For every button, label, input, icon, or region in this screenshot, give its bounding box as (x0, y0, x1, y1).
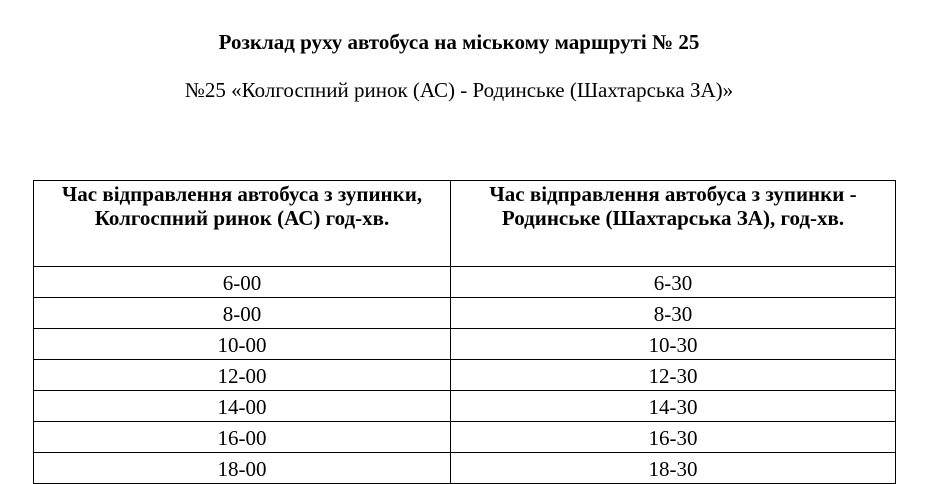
departure-time-cell: 16-00 (34, 422, 451, 453)
departure-time-cell: 14-00 (34, 391, 451, 422)
schedule-table (33, 180, 896, 484)
return-time-cell: 10-30 (451, 329, 896, 360)
route-subtitle: №25 «Колгоспний ринок (АС) - Родинське (Шахтарська ЗА)» (184, 78, 734, 102)
page-title: Розклад руху автобуса на міському маршруті № 25 (218, 30, 700, 54)
header-departure-rodynske: Час відправлення автобуса з зупинки - Родинське (Шахтарська ЗА), год-хв. (451, 181, 896, 267)
departure-time-cell: 18-00 (34, 453, 451, 484)
departure-time-cell: 12-00 (34, 360, 451, 391)
header-departure-kolhospnyi-rynok: Час відправлення автобуса з зупинки, Колгоспний ринок (АС) год-хв. (34, 181, 451, 267)
table-row (34, 329, 896, 360)
departure-time-cell: 6-00 (34, 267, 451, 298)
table-row (34, 453, 896, 484)
return-time-cell: 18-30 (451, 453, 896, 484)
table-row (34, 391, 896, 422)
table-row (34, 298, 896, 329)
return-time-cell: 16-30 (451, 422, 896, 453)
departure-time-cell: 10-00 (34, 329, 451, 360)
table-row (34, 360, 896, 391)
return-time-cell: 8-30 (451, 298, 896, 329)
departure-time-cell: 8-00 (34, 298, 451, 329)
return-time-cell: 12-30 (451, 360, 896, 391)
table-row (34, 267, 896, 298)
return-time-cell: 14-30 (451, 391, 896, 422)
return-time-cell: 6-30 (451, 267, 896, 298)
header-row (34, 181, 896, 267)
table-row (34, 422, 896, 453)
